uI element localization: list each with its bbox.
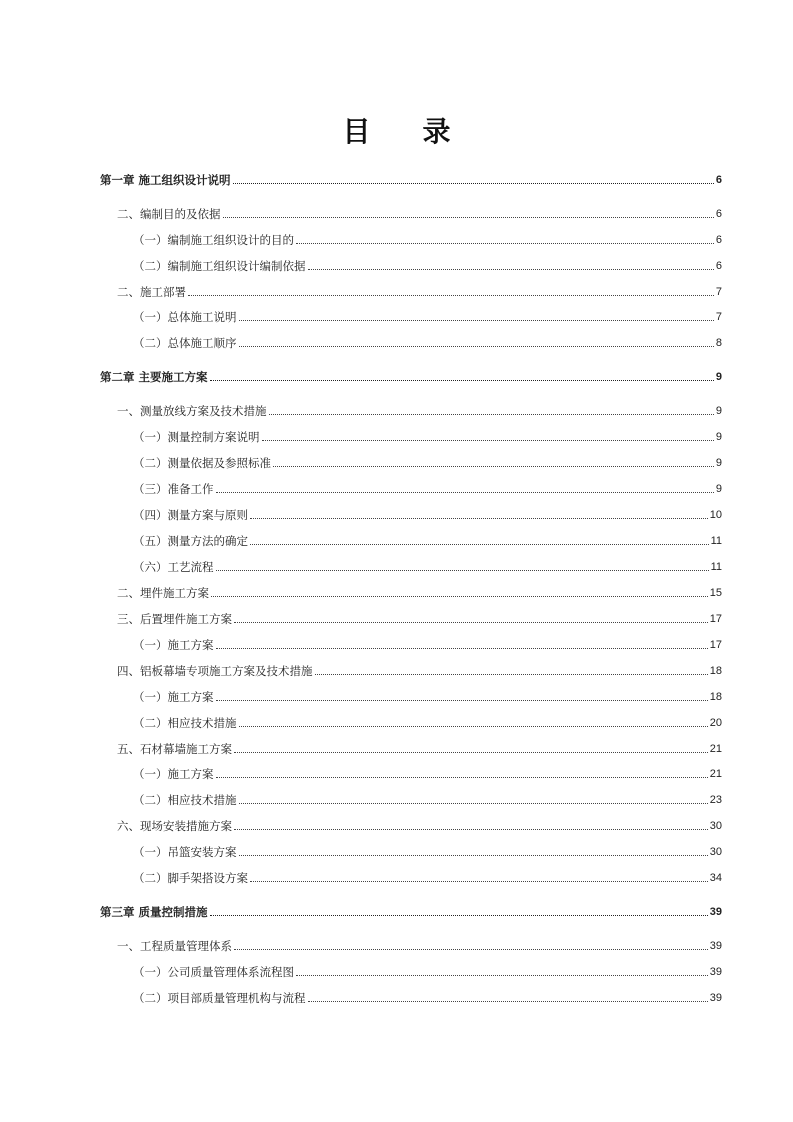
dot-leader xyxy=(234,751,708,753)
toc-subsection-entry[interactable] xyxy=(133,716,722,730)
toc-entry-page-number: 15 xyxy=(709,587,722,599)
toc-section-entry[interactable] xyxy=(117,404,722,418)
dot-leader xyxy=(273,465,714,467)
toc-subsection-entry[interactable] xyxy=(133,690,722,704)
toc-entry-title: （一）施工方案 xyxy=(133,767,214,781)
dot-leader xyxy=(296,242,714,244)
toc-subsection-entry[interactable] xyxy=(133,259,722,273)
toc-entry-title: 二、施工部署 xyxy=(117,285,186,299)
dot-leader xyxy=(188,294,714,296)
toc-entry-title: （二）项目部质量管理机构与流程 xyxy=(133,991,306,1005)
toc-entry-page-number: 6 xyxy=(715,260,722,272)
toc-entry-title: （二）相应技术措施 xyxy=(133,793,237,807)
dot-leader xyxy=(239,319,714,321)
toc-entry-page-number: 21 xyxy=(709,768,722,780)
toc-entry-page-number: 6 xyxy=(715,208,722,220)
toc-entry-title: （四）测量方案与原则 xyxy=(133,508,248,522)
toc-subsection-entry[interactable] xyxy=(133,456,722,470)
toc-subsection-entry[interactable] xyxy=(133,767,722,781)
dot-leader xyxy=(262,439,714,441)
toc-entry-title: （一）总体施工说明 xyxy=(133,310,237,324)
toc-entry-page-number: 30 xyxy=(709,846,722,858)
toc-entry-title: （六）工艺流程 xyxy=(133,560,214,574)
toc-entry-title: （一）测量控制方案说明 xyxy=(133,430,260,444)
toc-entry-title: （一）公司质量管理体系流程图 xyxy=(133,965,294,979)
toc-entry-title: （二）相应技术措施 xyxy=(133,716,237,730)
dot-leader xyxy=(211,595,708,597)
dot-leader xyxy=(239,802,708,804)
toc-subsection-entry[interactable] xyxy=(133,793,722,807)
dot-leader xyxy=(216,491,714,493)
toc-section-entry[interactable] xyxy=(117,285,722,299)
toc-entry-page-number: 23 xyxy=(709,794,722,806)
dot-leader xyxy=(250,517,708,519)
toc-entry-page-number: 39 xyxy=(709,906,722,918)
toc-entry-title: （五）测量方法的确定 xyxy=(133,534,248,548)
toc-subsection-entry[interactable] xyxy=(133,482,722,496)
dot-leader xyxy=(216,647,708,649)
toc-entry-title: （二）总体施工顺序 xyxy=(133,336,237,350)
toc-entry-page-number: 39 xyxy=(709,940,722,952)
dot-leader xyxy=(239,854,708,856)
dot-leader xyxy=(223,216,714,218)
toc-entry-title: （二）脚手架搭设方案 xyxy=(133,871,248,885)
toc-entry-title: 四、铝板幕墙专项施工方案及技术措施 xyxy=(117,664,313,678)
toc-section-entry[interactable] xyxy=(117,612,722,626)
toc-entry-title: （一）施工方案 xyxy=(133,638,214,652)
toc-entry-title: 二、编制目的及依据 xyxy=(117,207,221,221)
toc-entry-page-number: 17 xyxy=(709,639,722,651)
toc-section-entry[interactable] xyxy=(117,664,722,678)
toc-entry-title: （一）施工方案 xyxy=(133,690,214,704)
dot-leader xyxy=(296,974,708,976)
toc-section-entry[interactable] xyxy=(117,939,722,953)
dot-leader xyxy=(233,182,714,184)
toc-section-entry[interactable] xyxy=(117,586,722,600)
dot-leader xyxy=(216,569,709,571)
toc-chapter-entry[interactable] xyxy=(100,173,722,187)
toc-entry-page-number: 10 xyxy=(709,509,722,521)
toc-chapter-entry[interactable] xyxy=(100,370,722,384)
toc-entry-page-number: 18 xyxy=(709,691,722,703)
toc-entry-title: （一）编制施工组织设计的目的 xyxy=(133,233,294,247)
toc-entry-page-number: 34 xyxy=(709,872,722,884)
toc-entry-title: 六、现场安装措施方案 xyxy=(117,819,232,833)
toc-section-entry[interactable] xyxy=(117,207,722,221)
toc-entry-page-number: 11 xyxy=(710,561,722,573)
dot-leader xyxy=(269,413,714,415)
page-title xyxy=(0,110,793,150)
toc-entry-page-number: 20 xyxy=(709,717,722,729)
toc-subsection-entry[interactable] xyxy=(133,638,722,652)
toc-entry-page-number: 9 xyxy=(715,483,722,495)
dot-leader xyxy=(308,268,714,270)
toc-entry-title: （一）吊篮安装方案 xyxy=(133,845,237,859)
toc-entry-title: 二、埋件施工方案 xyxy=(117,586,209,600)
toc-section-entry[interactable] xyxy=(117,742,722,756)
toc-entry-page-number: 39 xyxy=(709,966,722,978)
toc-entry-title: 一、工程质量管理体系 xyxy=(117,939,232,953)
toc-entry-page-number: 9 xyxy=(715,457,722,469)
toc-entry-title: （三）准备工作 xyxy=(133,482,214,496)
dot-leader xyxy=(250,543,709,545)
dot-leader xyxy=(239,345,714,347)
toc-entry-page-number: 39 xyxy=(709,992,722,1004)
toc-subsection-entry[interactable] xyxy=(133,991,722,1005)
toc-entry-page-number: 6 xyxy=(715,234,722,246)
toc-subsection-entry[interactable] xyxy=(133,534,722,548)
toc-subsection-entry[interactable] xyxy=(133,508,722,522)
toc-entry-title: 第一章 施工组织设计说明 xyxy=(100,173,231,187)
toc-entry-title: 五、石材幕墙施工方案 xyxy=(117,742,232,756)
toc-entry-page-number: 9 xyxy=(715,405,722,417)
toc-entry-title: 第二章 主要施工方案 xyxy=(100,370,208,384)
toc-entry-page-number: 30 xyxy=(709,820,722,832)
toc-subsection-entry[interactable] xyxy=(133,430,722,444)
toc-entry-page-number: 17 xyxy=(709,613,722,625)
dot-leader xyxy=(216,699,708,701)
dot-leader xyxy=(250,880,708,882)
toc-entry-page-number: 11 xyxy=(710,535,722,547)
toc-subsection-entry[interactable] xyxy=(133,965,722,979)
dot-leader xyxy=(216,776,708,778)
toc-entry-title: 三、后置埋件施工方案 xyxy=(117,612,232,626)
dot-leader xyxy=(210,379,714,381)
toc-entry-page-number: 7 xyxy=(715,311,722,323)
toc-entry-page-number: 6 xyxy=(715,174,722,186)
title-char-1: 目 xyxy=(342,115,371,148)
toc-subsection-entry[interactable] xyxy=(133,310,722,324)
toc-entry-page-number: 18 xyxy=(709,665,722,677)
dot-leader xyxy=(234,621,708,623)
dot-leader xyxy=(308,1000,708,1002)
toc-entry-title: 第三章 质量控制措施 xyxy=(100,905,208,919)
title-char-2: 录 xyxy=(422,115,451,148)
dot-leader xyxy=(234,948,708,950)
dot-leader xyxy=(234,828,708,830)
toc-subsection-entry[interactable] xyxy=(133,871,722,885)
toc-entry-page-number: 8 xyxy=(715,337,722,349)
toc-entry-page-number: 21 xyxy=(709,743,722,755)
toc-subsection-entry[interactable] xyxy=(133,560,722,574)
toc-entry-page-number: 9 xyxy=(715,431,722,443)
dot-leader xyxy=(210,914,708,916)
toc-entry-page-number: 7 xyxy=(715,286,722,298)
toc-subsection-entry[interactable] xyxy=(133,845,722,859)
toc-entry-title: （二）测量依据及参照标准 xyxy=(133,456,271,470)
toc-subsection-entry[interactable] xyxy=(133,336,722,350)
toc-entry-title: （二）编制施工组织设计编制依据 xyxy=(133,259,306,273)
toc-entry-title: 一、测量放线方案及技术措施 xyxy=(117,404,267,418)
toc-section-entry[interactable] xyxy=(117,819,722,833)
toc-subsection-entry[interactable] xyxy=(133,233,722,247)
dot-leader xyxy=(239,725,708,727)
toc-entry-page-number: 9 xyxy=(715,371,722,383)
dot-leader xyxy=(315,673,708,675)
toc-chapter-entry[interactable] xyxy=(100,905,722,919)
